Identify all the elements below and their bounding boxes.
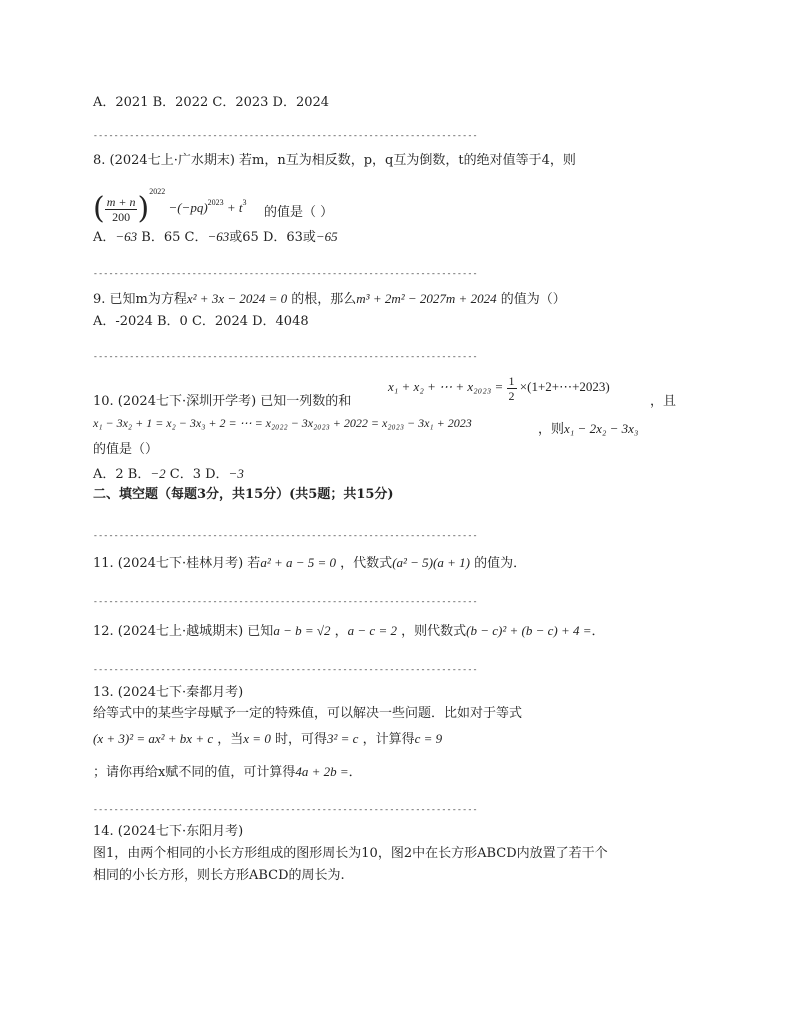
q7-options: A．2021 B．2022 C．2023 D．2024	[93, 95, 330, 110]
q9-options: A．-2024 B．0 C．2024 D．4048	[93, 314, 309, 329]
q14-line1: 图1，由两个相同的小长方形组成的图形周长为10，图2中在长方形ABCD内放置了若干个	[93, 846, 608, 861]
q8-stem: 8. (2024七上·广水期末) 若m，n互为相反数，p，q互为倒数，t的绝对值等于4，则	[93, 153, 576, 168]
q10-stem-b: ，且	[650, 394, 677, 409]
q10-options: A．2 B．−2 C．3 D．−3	[93, 466, 244, 482]
q10-chain: x₁ − 3x₂ + 1 = x₂ − 3x₃ + 2 = ⋯ = x₂₀₂₂ − 3x₂₀₂₃ + 2022 = x₂₀₂₃ − 3x₁ + 2023	[93, 416, 472, 430]
separator-3: --------------------------------------------------------------------------	[93, 353, 478, 362]
q10-target: ，则x₁ − 2x₂ − 3x₃	[538, 421, 639, 437]
q10-stem-d: 的值是（）	[93, 442, 159, 457]
separator-1: --------------------------------------------------------------------------	[93, 132, 478, 141]
q13-header: 13. (2024七下·秦都月考)	[93, 685, 244, 700]
q14-line2: 相同的小长方形，则长方形ABCD的周长为.	[93, 868, 345, 883]
separator-5: --------------------------------------------------------------------------	[93, 598, 478, 607]
q14-header: 14. (2024七下·东阳月考)	[93, 824, 244, 839]
q10-sum-equation: x₁ + x₂ + ⋯ + x₂₀₂₃ = $\frac{1}{2}$ ×(1+2+⋯+2023)	[388, 373, 610, 403]
q8-options: A．−63 B．65 C．−63或65 D．63或−65	[93, 229, 338, 245]
separator-2: --------------------------------------------------------------------------	[93, 270, 478, 279]
q8-suffix: 的值是（ ）	[264, 205, 334, 220]
separator-4: --------------------------------------------------------------------------	[93, 532, 478, 541]
q9-stem: 9. 已知m为方程x² + 3x − 2024 = 0 的根，那么m³ + 2m² − 2027m + 2024 的值为（）	[93, 291, 566, 307]
separator-6: --------------------------------------------------------------------------	[93, 666, 478, 675]
q10-half-fraction: $\frac{1}{2}$	[508, 373, 515, 403]
q8-fraction: $\frac{m + n}{200}$	[106, 194, 136, 224]
q12-stem: 12. (2024七上·越城期末) 已知a − b = √2 ，a − c = 2 ，则代数式(b − c)² + (b − c) + 4 =．	[93, 623, 605, 639]
q13-line3: ；请你再给x赋不同的值，可计算得4a + 2b =．	[93, 764, 362, 780]
q13-line1: 给等式中的某些字母赋予一定的特殊值，可以解决一些问题．比如对于等式	[93, 706, 523, 721]
q13-line2: (x + 3)² = ax² + bx + c ，当x = 0 时，可得3² = c ，计算得c = 9	[93, 731, 443, 747]
q11-stem: 11. (2024七下·桂林月考) 若a² + a − 5 = 0 ，代数式(a² − 5)(a + 1) 的值为．	[93, 555, 527, 571]
section-2-title: 二、填空题（每题3分，共15分）(共5题；共15分)	[93, 487, 394, 502]
q8-expression: ( $\frac{m + n}{200}$ )$^{2022} -(-pq)^{2023} + t^3$	[93, 187, 247, 227]
separator-7: --------------------------------------------------------------------------	[93, 806, 478, 815]
q10-stem: 10. (2024七下·深圳开学考) 已知一列数的和	[93, 394, 352, 409]
